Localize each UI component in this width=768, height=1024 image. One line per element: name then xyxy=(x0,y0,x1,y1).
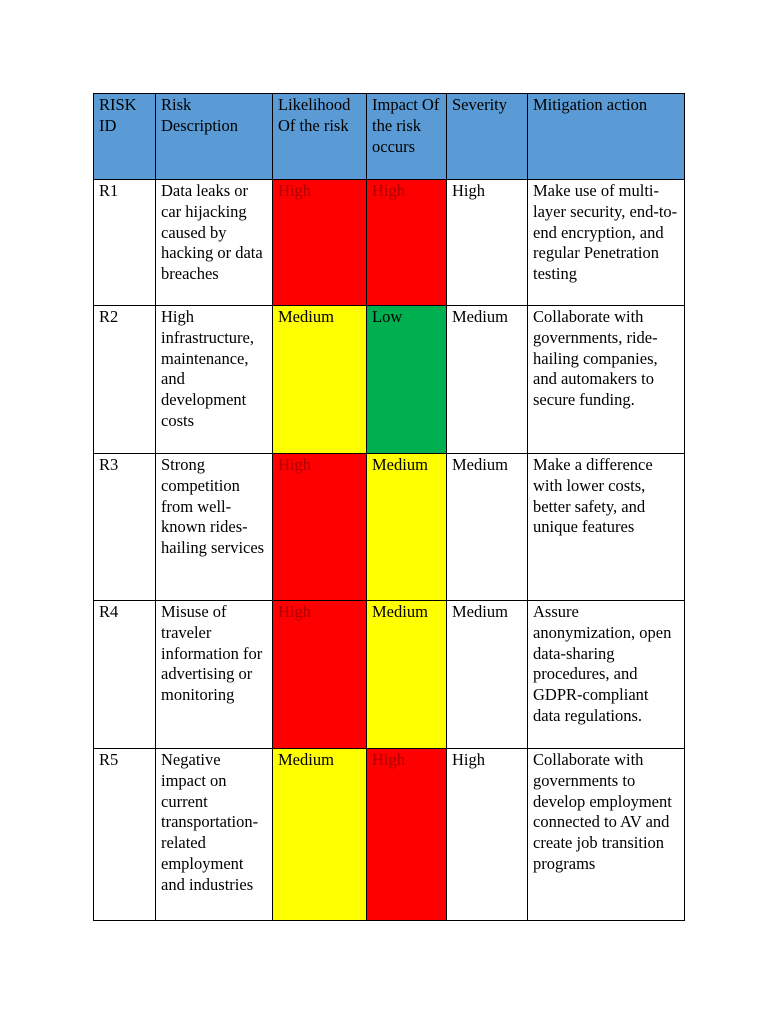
severity-cell: Medium xyxy=(447,601,528,749)
header-severity: Severity xyxy=(447,94,528,180)
severity-cell: High xyxy=(447,749,528,921)
mitigation-cell: Make a difference with lower costs, better safety, and unique features xyxy=(528,454,685,601)
impact-cell: Medium xyxy=(367,454,447,601)
severity-cell: Medium xyxy=(447,306,528,454)
table-row xyxy=(94,749,685,921)
risk-description-cell: Misuse of traveler information for advertising or monitoring xyxy=(156,601,273,749)
table-row xyxy=(94,454,685,601)
likelihood-cell: High xyxy=(273,454,367,601)
risk-id-cell: R4 xyxy=(94,601,156,749)
risk-description-cell: High infrastructure, maintenance, and development costs xyxy=(156,306,273,454)
risk-description-cell: Negative impact on current transportation-related employment and industries xyxy=(156,749,273,921)
risk-description-cell: Strong competition from well-known rides-hailing services xyxy=(156,454,273,601)
severity-cell: Medium xyxy=(447,454,528,601)
header-likelihood: Likelihood Of the risk xyxy=(273,94,367,180)
mitigation-cell: Assure anonymization, open data-sharing procedures, and GDPR-compliant data regulations. xyxy=(528,601,685,749)
table-header-row xyxy=(94,94,685,180)
table-row xyxy=(94,601,685,749)
mitigation-cell: Make use of multi-layer security, end-to-end encryption, and regular Penetration testing xyxy=(528,180,685,306)
risk-id-cell: R2 xyxy=(94,306,156,454)
likelihood-cell: Medium xyxy=(273,749,367,921)
risk-id-cell: R1 xyxy=(94,180,156,306)
mitigation-cell: Collaborate with governments to develop employment connected to AV and create job transition programs xyxy=(528,749,685,921)
impact-cell: Medium xyxy=(367,601,447,749)
mitigation-cell: Collaborate with governments, ride-hailing companies, and automakers to secure funding. xyxy=(528,306,685,454)
header-impact: Impact Of the risk occurs xyxy=(367,94,447,180)
risk-description-cell: Data leaks or car hijacking caused by hacking or data breaches xyxy=(156,180,273,306)
likelihood-cell: Medium xyxy=(273,306,367,454)
table-row xyxy=(94,306,685,454)
likelihood-cell: High xyxy=(273,601,367,749)
likelihood-cell: High xyxy=(273,180,367,306)
impact-cell: Low xyxy=(367,306,447,454)
table-row xyxy=(94,180,685,306)
risk-id-cell: R5 xyxy=(94,749,156,921)
risk-id-cell: R3 xyxy=(94,454,156,601)
header-mitigation: Mitigation action xyxy=(528,94,685,180)
severity-cell: High xyxy=(447,180,528,306)
risk-table xyxy=(93,93,685,921)
impact-cell: High xyxy=(367,180,447,306)
header-risk-id: RISK ID xyxy=(94,94,156,180)
impact-cell: High xyxy=(367,749,447,921)
header-risk-description: Risk Description xyxy=(156,94,273,180)
